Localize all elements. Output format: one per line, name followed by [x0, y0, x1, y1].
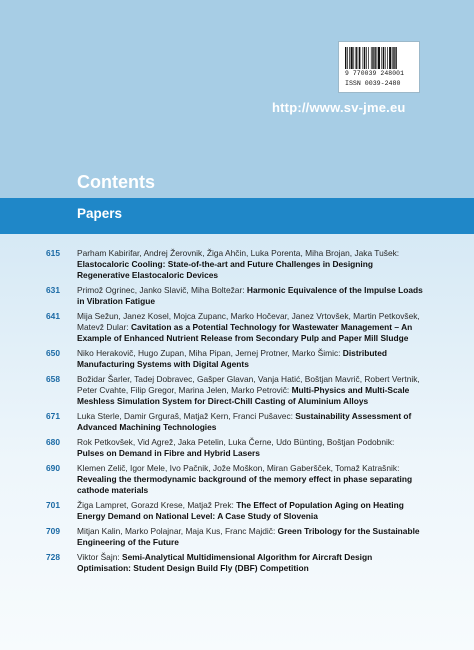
papers-heading: Papers [77, 206, 123, 221]
entry-title: Distributed Manufacturing Systems with Digital Agents [77, 348, 387, 369]
entry-authors: Klemen Zelič, Igor Mele, Ivo Pačnik, Jože Moškon, Miran Gaberšček, Tomaž Katrašnik: [77, 463, 400, 473]
list-item [0, 411, 474, 433]
entry-title: Pulses on Demand in Fibre and Hybrid Lasers [77, 448, 260, 458]
list-item [0, 374, 474, 407]
entry-title: The Effect of Population Aging on Heating Energy Demand on National Level: A Case Study of Slovenia [77, 500, 404, 521]
page-number: 690 [46, 463, 60, 473]
entry-title: Sustainability Assessment of Advanced Machining Technologies [77, 411, 412, 432]
entry-authors: Parham Kabirifar, Andrej Žerovnik, Žiga Ahčin, Luka Porenta, Miha Brojan, Jaka Tušek: [77, 248, 400, 258]
entry-authors: Mija Sežun, Janez Kosel, Mojca Zupanc, Marko Hočevar, Janez Vrtovšek, Martin Petkovšek, Matevž Dular: [77, 311, 420, 332]
list-item [0, 348, 474, 370]
list-item [0, 311, 474, 344]
list-item [0, 526, 474, 548]
page-number: 728 [46, 552, 60, 562]
entry-authors: Primož Ogrinec, Janko Slavič, Miha Boltežar: [77, 285, 247, 295]
entry-authors: Mitjan Kalin, Marko Polajnar, Maja Kus, Franc Majdič: [77, 526, 278, 536]
entry-title: Harmonic Equivalence of the Impulse Loads in Vibration Fatigue [77, 285, 423, 306]
barcode-icon [345, 47, 415, 69]
page-number: 650 [46, 348, 60, 358]
page-number: 615 [46, 248, 60, 258]
entry-title: Revealing the thermodynamic background of the memory effect in phase separating cathode materials [77, 474, 413, 495]
page-number: 658 [46, 374, 60, 384]
barcode-label [338, 41, 420, 93]
entry-authors: Božidar Šarler, Tadej Dobravec, Gašper Glavan, Vanja Hatić, Boštjan Mavrič, Robert Vertnik, Peter Cvahte, Filip Gregor, Marina Jelen, Marko Petrovič: [77, 374, 420, 395]
page-number: 631 [46, 285, 60, 295]
barcode-digits: 9 770039 248001 [345, 70, 405, 77]
entry-authors: Viktor Šajn: [77, 552, 122, 562]
header-band [0, 0, 474, 198]
list-item [0, 248, 474, 281]
page-number: 680 [46, 437, 60, 447]
entry-authors: Luka Sterle, Damir Grguraš, Matjaž Kern, Franci Pušavec: [77, 411, 296, 421]
entry-authors: Žiga Lampret, Gorazd Krese, Matjaž Prek: [77, 500, 237, 510]
entry-title: Semi-Analytical Multidimensional Algorithm for Aircraft Design Optimisation: Student Design Build Fly (DBF) Competition [77, 552, 373, 573]
list-item [0, 500, 474, 522]
page-number: 709 [46, 526, 60, 536]
entry-title: Cavitation as a Potential Technology for Wastewater Management – An Example of Enhanced Nutrient Release from Secondary Pulp and Paper Mill Sludge [77, 322, 413, 343]
entry-title: Multi-Physics and Multi-Scale Meshless Simulation System for Direct-Chill Casting of Aluminium Alloys [77, 385, 410, 406]
issn-number: ISSN 0039-2480 [345, 80, 401, 87]
page-number: 701 [46, 500, 60, 510]
list-item [0, 552, 474, 574]
page-number: 671 [46, 411, 60, 421]
entry-authors: Rok Petkovšek, Vid Agrež, Jaka Petelin, Luka Černe, Udo Bünting, Boštjan Podobnik: [77, 437, 395, 447]
entry-title: Green Tribology for the Sustainable Engineering of the Future [77, 526, 420, 547]
entry-authors: Niko Herakovič, Hugo Zupan, Miha Pipan, Jernej Protner, Marko Šimic: [77, 348, 343, 358]
list-item [0, 285, 474, 307]
journal-url[interactable]: http://www.sv-jme.eu [272, 100, 406, 115]
list-item [0, 463, 474, 496]
list-item [0, 437, 474, 459]
contents-list [0, 248, 474, 578]
papers-band [0, 198, 474, 234]
page-number: 641 [46, 311, 60, 321]
contents-heading: Contents [77, 172, 155, 192]
entry-title: Elastocaloric Cooling: State-of-the-art and Future Challenges in Designing Regenerative Elastocaloric Devices [77, 259, 373, 280]
